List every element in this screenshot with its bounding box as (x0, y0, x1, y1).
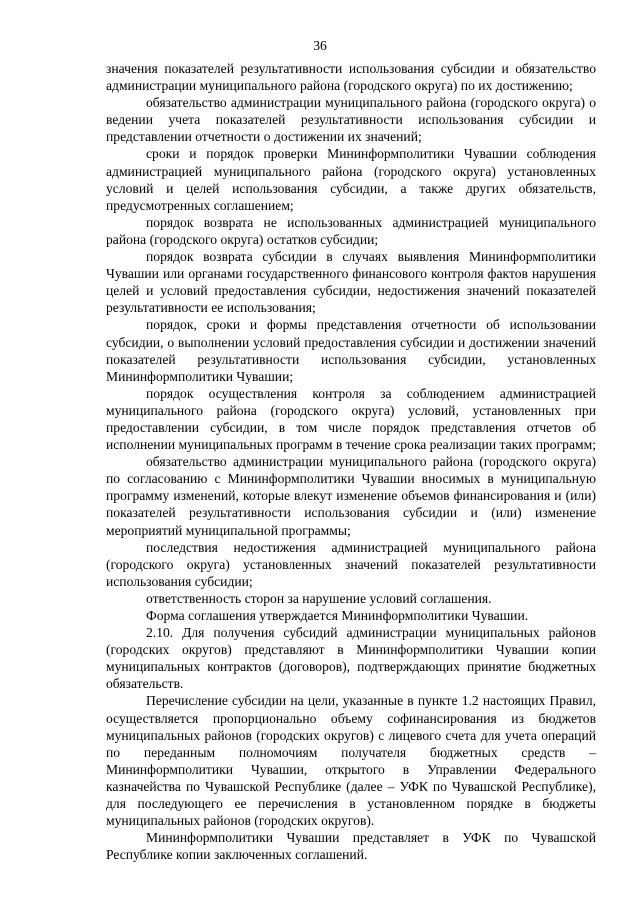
paragraph: порядок осуществления контроля за соблюдением администрацией муниципального района (городского округа) условий, установленных при предоставлении субсидии, в том числе порядок представления отчетов об исполнении муниципальных программ в течение срока реализации таких программ; (106, 385, 596, 453)
page-number: 36 (313, 38, 327, 53)
paragraph: порядок, сроки и формы представления отчетности об использовании субсидии, о выполнении условий предоставления субсидии и достижении значений показателей результативности использования субсидии, установленных Мининформполитики Чувашии; (106, 317, 596, 384)
paragraph: последствия недостижения администрацией муниципального района (городского округа) установленных значений показателей результативности использования субсидии; (106, 539, 596, 589)
paragraph: Перечисление субсидии на цели, указанные в пункте 1.2 настоящих Правил, осуществляется пропорционально объему софинансирования из бюджетов муниципальных районов (городских округов) с лицевого счета для учета операций по переданным полномочиям получателя бюджетных средств – Мининформполитики Чувашии, открытого в Управлении Федерального казначейства по Чувашской Республике (далее – УФК по Чувашской Республике), для последующего ее перечисления в установленном порядке в бюджеты муниципальных районов (городских округов). (106, 693, 596, 829)
paragraph: Форма соглашения утверждается Мининформполитики Чувашии. (146, 608, 529, 623)
paragraph: обязательство администрации муниципального района (городского округа) о ведении учета показателей результативности использования субсидии и представлении отчетности о достижении их значений; (106, 95, 596, 145)
paragraph: обязательство администрации муниципального района (городского округа) по согласованию с Мининформполитики Чувашии вносимых в муниципальную программу изменений, которые влекут изменение объемов финансирования и (или) показателей результативности использования субсидии и (или) изменение мероприятий муниципальной программы; (106, 454, 596, 538)
paragraph: сроки и порядок проверки Мининформполитики Чувашии соблюдения администрацией муниципального района (городского округа) установленных условий и целей использования субсидии, а также других обязательств, предусмотренных соглашением; (106, 146, 596, 213)
paragraph: ответственность сторон за нарушение условий соглашения. (146, 590, 492, 606)
paragraph: 2.10. Для получения субсидий администрации муниципальных районов (городских округов) представляют в Мининформполитики Чувашии копии муниципальных контрактов (договоров), подтверждающих принятие бюджетных обязательств. (106, 625, 596, 692)
paragraph: порядок возврата субсидии в случаях выявления Мининформполитики Чувашии или органами государственного финансового контроля фактов нарушения целей и условий предоставления субсидии, недостижения значений показателей результативности ее использования; (106, 249, 596, 316)
body-text (106, 60, 596, 863)
paragraph: порядок возврата не использованных администрацией муниципального района (городского округа) остатков субсидии; (106, 214, 596, 247)
paragraph: Мининформполитики Чувашии представляет в УФК по Чувашской Республике копии заключенных соглашений. (106, 830, 596, 863)
paragraph: значения показателей результативности использования субсидии и обязательство администрации муниципального района (городского округа) по их достижению; (106, 61, 596, 94)
